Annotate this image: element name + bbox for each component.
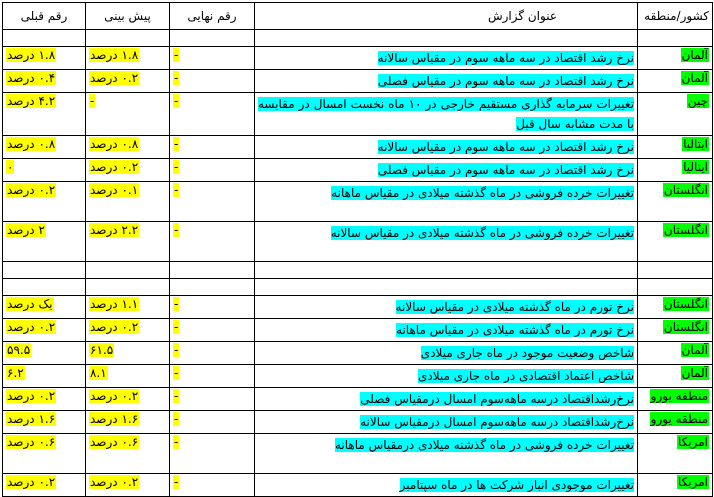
cell-country xyxy=(638,182,713,222)
forecast-value: ۰.۲ درصد xyxy=(90,71,139,85)
cell-previous xyxy=(3,296,86,319)
cell-forecast xyxy=(86,93,170,136)
cell-final xyxy=(170,222,255,262)
cell-title xyxy=(255,182,638,222)
report-title: نرخ رشد اقتصاد در سه ماهه سوم در مقیاس فصلی xyxy=(377,74,634,88)
table-row xyxy=(3,365,713,388)
final-value: - xyxy=(174,48,179,62)
final-value: - xyxy=(174,343,179,357)
cell-final xyxy=(170,388,255,411)
forecast-value: ۰.۶ درصد xyxy=(90,435,139,449)
forecast-value: ۰.۲ درصد xyxy=(90,320,139,334)
table-row xyxy=(3,159,713,182)
cell-title xyxy=(255,388,638,411)
cell-final xyxy=(170,182,255,222)
cell-title xyxy=(255,319,638,342)
report-title: تغییرات موجودی انبار شرکت ها در ماه سپتامبر xyxy=(399,478,634,492)
cell-final xyxy=(170,319,255,342)
cell-previous xyxy=(3,365,86,388)
cell-title xyxy=(255,411,638,434)
cell-final xyxy=(170,70,255,93)
cell-final xyxy=(170,474,255,497)
table-row xyxy=(3,296,713,319)
forecast-value: ۰.۸ درصد xyxy=(90,137,139,151)
previous-value: ۲ درصد xyxy=(7,223,45,237)
report-title: نرخ تورم در ماه گذشته میلادی در مقیاس سالانه xyxy=(395,300,634,314)
report-title: نرخ رشد اقتصاد در سه ماهه سوم در مقیاس فصلی xyxy=(377,163,634,177)
report-title: تغییرات سرمایه گذاری مستقیم خارجی در ۱۰ ماه نخست امسال در مقایسه با مدت مشابه سال قبل xyxy=(258,97,634,131)
final-value: - xyxy=(174,435,179,449)
cell-previous xyxy=(3,388,86,411)
cell-title xyxy=(255,47,638,70)
country-label: انگلستان xyxy=(663,183,708,197)
cell-final xyxy=(170,47,255,70)
final-value: - xyxy=(174,412,179,426)
forecast-value: ۰.۱ درصد xyxy=(90,183,139,197)
cell-forecast xyxy=(86,411,170,434)
cell-country xyxy=(638,319,713,342)
table-row xyxy=(3,411,713,434)
previous-value: ۰.۶ درصد xyxy=(7,435,56,449)
final-value: - xyxy=(174,320,179,334)
cell-final xyxy=(170,159,255,182)
final-value: - xyxy=(174,297,179,311)
previous-value: ۰.۲ درصد xyxy=(7,475,56,489)
cell-final xyxy=(170,136,255,159)
table-row xyxy=(3,388,713,411)
cell-previous xyxy=(3,474,86,497)
cell-final xyxy=(170,365,255,388)
spacer-row xyxy=(3,30,713,47)
table-row xyxy=(3,222,713,262)
cell-forecast xyxy=(86,388,170,411)
cell-country xyxy=(638,434,713,474)
header-previous: رقم قبلی xyxy=(3,3,86,30)
previous-value: ۱.۸ درصد xyxy=(7,48,56,62)
final-value: - xyxy=(174,223,179,237)
section-separator xyxy=(3,262,713,279)
report-title: شاخص اعتماد اقتصادی در ماه جاری میلادی xyxy=(418,369,634,383)
final-value: - xyxy=(174,366,179,380)
final-value: - xyxy=(174,389,179,403)
cell-forecast xyxy=(86,70,170,93)
cell-forecast xyxy=(86,365,170,388)
forecast-value: ۰.۲ درصد xyxy=(90,475,139,489)
header-forecast: پیش بینی xyxy=(86,3,170,30)
forecast-value: - xyxy=(90,94,95,108)
country-label: آلمان xyxy=(681,343,708,357)
country-label: ایتالیا xyxy=(683,160,708,174)
country-label: انگلستان xyxy=(663,223,708,237)
country-label: امریکا xyxy=(677,435,708,449)
previous-value: ۰ xyxy=(7,160,14,174)
table-row xyxy=(3,319,713,342)
cell-title xyxy=(255,342,638,365)
previous-value: ۰.۲ درصد xyxy=(7,183,56,197)
cell-forecast xyxy=(86,47,170,70)
report-title: نرخ رشد اقتصاد در سه ماهه سوم در مقیاس سالانه xyxy=(377,140,634,154)
cell-country xyxy=(638,365,713,388)
header-country: کشور/منطقه xyxy=(638,3,713,30)
cell-previous xyxy=(3,182,86,222)
table-row xyxy=(3,474,713,497)
cell-title xyxy=(255,474,638,497)
cell-title xyxy=(255,93,638,136)
economic-calendar-sheet xyxy=(2,2,712,497)
table-row xyxy=(3,136,713,159)
table-row xyxy=(3,70,713,93)
header-row xyxy=(3,3,713,30)
cell-country xyxy=(638,136,713,159)
country-label: آلمان xyxy=(681,366,708,380)
cell-forecast xyxy=(86,296,170,319)
previous-value: ۰.۲ درصد xyxy=(7,389,56,403)
cell-country xyxy=(638,474,713,497)
spacer-row xyxy=(3,279,713,296)
cell-final xyxy=(170,342,255,365)
country-label: انگلستان xyxy=(663,297,708,311)
cell-country xyxy=(638,296,713,319)
cell-title xyxy=(255,222,638,262)
final-value: - xyxy=(174,475,179,489)
cell-forecast xyxy=(86,319,170,342)
final-value: - xyxy=(174,94,179,108)
final-value: - xyxy=(174,137,179,151)
country-label: امریکا xyxy=(677,475,708,489)
header-final: رقم نهایی xyxy=(170,3,255,30)
country-label: منطقه یورو xyxy=(650,389,708,403)
forecast-value: ۶۱.۵ xyxy=(90,343,114,357)
report-title: نرخ‌رشداقتصاد درسه ماهه‌سوم امسال درمقیاس سالانه xyxy=(360,415,634,429)
table-row xyxy=(3,342,713,365)
cell-forecast xyxy=(86,159,170,182)
previous-value: ۶.۲ xyxy=(7,366,24,380)
cell-final xyxy=(170,411,255,434)
report-title: نرخ تورم در ماه گذشته میلادی در مقیاس ماهانه xyxy=(396,323,634,337)
table-row xyxy=(3,434,713,474)
forecast-value: ۲.۲ درصد xyxy=(90,223,139,237)
country-label: آلمان xyxy=(681,71,708,85)
report-table xyxy=(2,2,713,497)
cell-final xyxy=(170,93,255,136)
cell-title xyxy=(255,365,638,388)
country-label: چین xyxy=(687,94,708,108)
report-title: نرخ رشد اقتصاد در سه ماهه سوم در مقیاس سالانه xyxy=(377,51,634,65)
forecast-value: ۰.۲ درصد xyxy=(90,389,139,403)
cell-title xyxy=(255,296,638,319)
report-title: تغییرات خرده فروشی در ماه گذشته میلادی درمقیاس ماهانه xyxy=(335,438,634,452)
cell-country xyxy=(638,93,713,136)
report-title: شاخص وضعیت موجود در ماه جاری میلادی xyxy=(420,346,634,360)
forecast-value: ۱.۶ درصد xyxy=(90,412,139,426)
table-row xyxy=(3,47,713,70)
cell-previous xyxy=(3,411,86,434)
previous-value: ۰.۸ درصد xyxy=(7,137,56,151)
report-title: تغییرات خرده فروشی در ماه گذشته میلادی در مقیاس سالانه xyxy=(330,226,634,240)
cell-final xyxy=(170,434,255,474)
cell-country xyxy=(638,388,713,411)
forecast-value: ۸.۱ xyxy=(90,366,107,380)
cell-forecast xyxy=(86,434,170,474)
country-label: آلمان xyxy=(681,48,708,62)
cell-forecast xyxy=(86,474,170,497)
previous-value: یک درصد xyxy=(7,297,53,311)
cell-country xyxy=(638,159,713,182)
cell-previous xyxy=(3,93,86,136)
final-value: - xyxy=(174,160,179,174)
cell-title xyxy=(255,159,638,182)
header-title: عنوان گزارش xyxy=(255,3,638,30)
report-title: نرخ‌رشداقتصاد درسه ماهه‌سوم امسال درمقیاس فصلی xyxy=(360,392,634,406)
cell-title xyxy=(255,434,638,474)
final-value: - xyxy=(174,183,179,197)
cell-forecast xyxy=(86,182,170,222)
cell-forecast xyxy=(86,222,170,262)
cell-previous xyxy=(3,319,86,342)
cell-country xyxy=(638,411,713,434)
previous-value: ۵۹.۵ xyxy=(7,343,31,357)
previous-value: ۱.۶ درصد xyxy=(7,412,56,426)
previous-value: ۰.۴ درصد xyxy=(7,71,56,85)
cell-final xyxy=(170,296,255,319)
country-label: منطقه یورو xyxy=(650,412,708,426)
report-title: تغییرات خرده فروشی در ماه گذشته میلادی در مقیاس ماهانه xyxy=(331,186,634,200)
forecast-value: ۱.۸ درصد xyxy=(90,48,139,62)
country-label: انگلستان xyxy=(663,320,708,334)
cell-previous xyxy=(3,434,86,474)
table-row xyxy=(3,182,713,222)
cell-previous xyxy=(3,342,86,365)
country-label: ایتالیا xyxy=(683,137,708,151)
cell-country xyxy=(638,70,713,93)
cell-previous xyxy=(3,222,86,262)
cell-title xyxy=(255,70,638,93)
cell-country xyxy=(638,342,713,365)
cell-title xyxy=(255,136,638,159)
cell-country xyxy=(638,222,713,262)
cell-previous xyxy=(3,136,86,159)
table-row xyxy=(3,93,713,136)
cell-country xyxy=(638,47,713,70)
cell-forecast xyxy=(86,342,170,365)
cell-previous xyxy=(3,47,86,70)
previous-value: ۴.۲ درصد xyxy=(7,94,56,108)
forecast-value: ۰.۲ درصد xyxy=(90,160,139,174)
forecast-value: ۱.۱ درصد xyxy=(90,297,139,311)
cell-forecast xyxy=(86,136,170,159)
previous-value: ۰.۲ درصد xyxy=(7,320,56,334)
final-value: - xyxy=(174,71,179,85)
cell-previous xyxy=(3,70,86,93)
cell-previous xyxy=(3,159,86,182)
